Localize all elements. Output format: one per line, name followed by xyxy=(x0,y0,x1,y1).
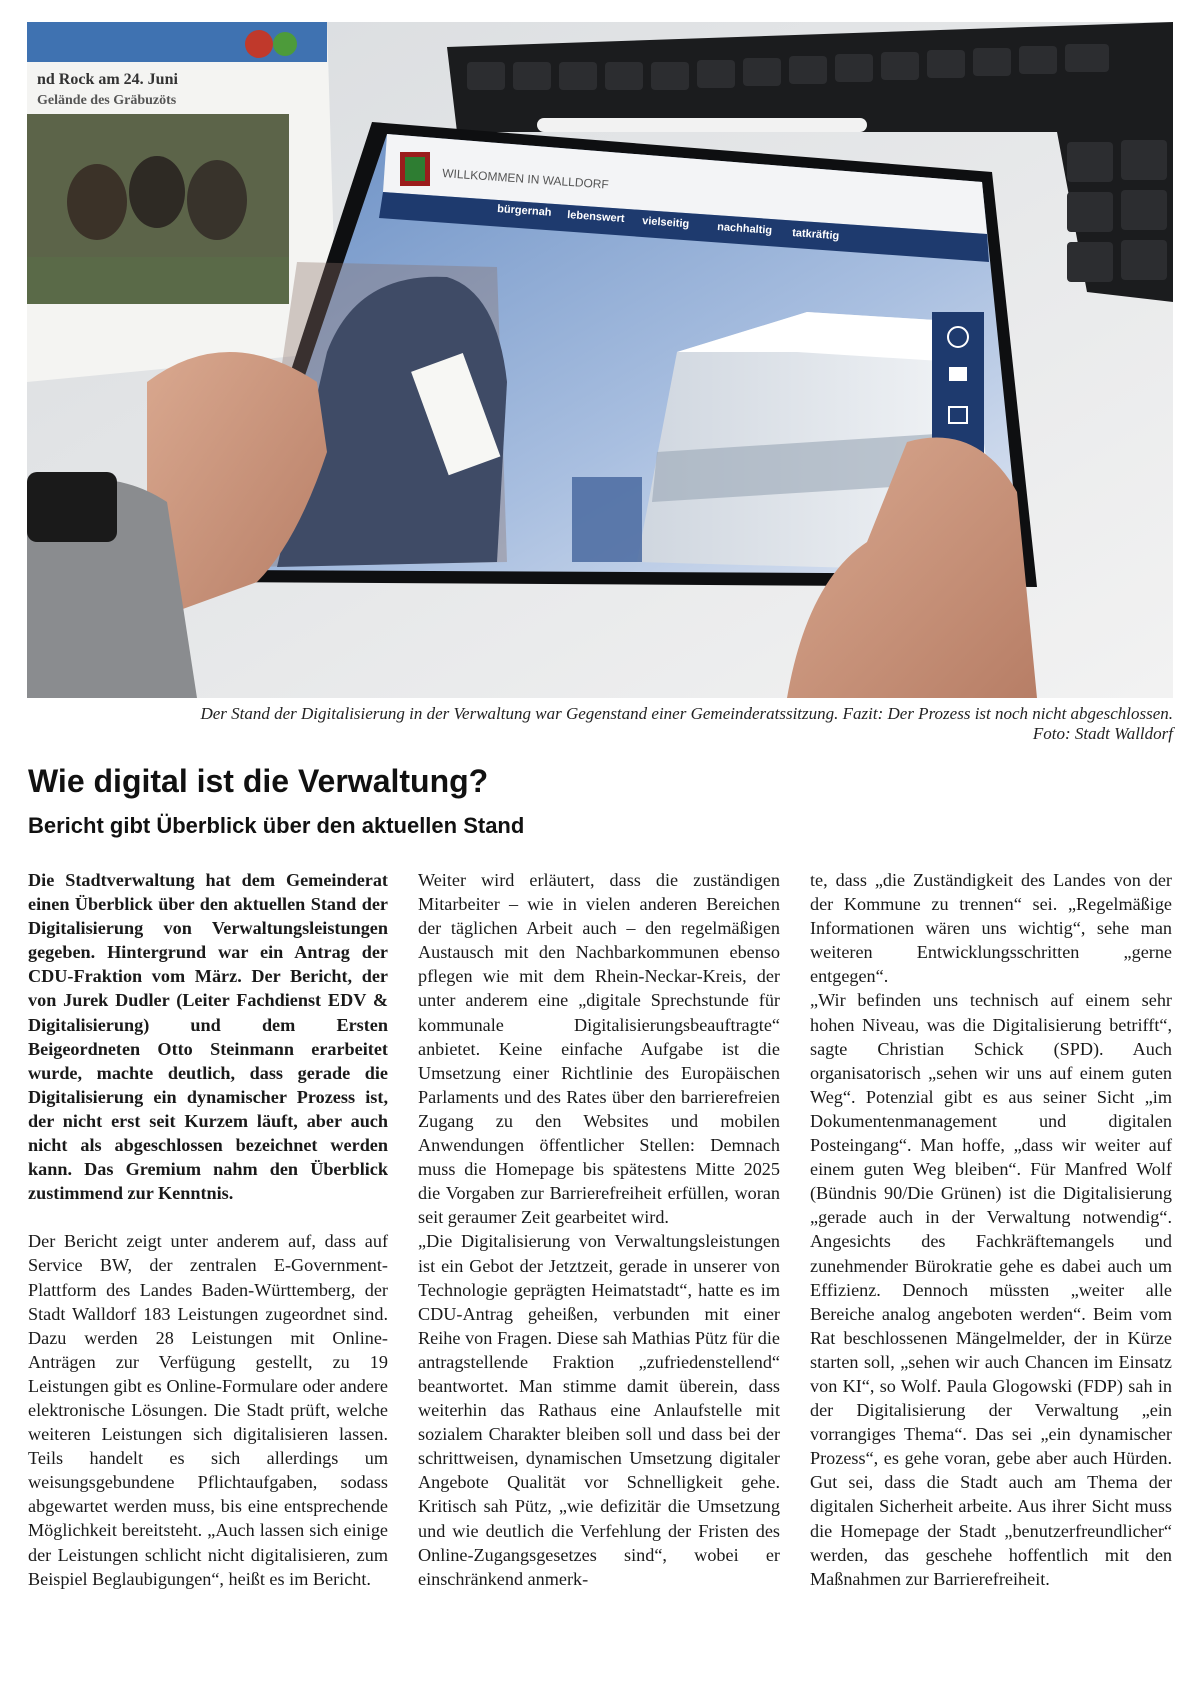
article-paragraph: Der Bericht zeigt unter anderem auf, dass auf Service BW, der zentralen E-Government-Plattform des Landes Baden-Württemberg, der Stadt Walldorf 183 Leistungen zugeordnet sind. Dazu werden 28 Leistungen mit Online-Anträgen zur Verfügung gestellt, zu 19 Leistungen gibt es Online-Formulare oder andere elektronische Lösungen. Die Stadt prüft, welche weiteren Leistungen sich digitalisieren lassen. Teils handelt es sich allerdings um weisungsgebundene Pflichtaufgaben, sodass abgewartet werden muss, bis eine entsprechende Möglichkeit bereitsteht. „Auch lassen sich einige der Leistungen schlicht nicht digitalisieren, zum Beispiel Beglaubigungen“, heißt es im Bericht. xyxy=(28,1231,388,1589)
article-column-3 xyxy=(810,868,1172,1591)
article-paragraph: „Die Digitalisierung von Verwaltungsleistungen ist ein Gebot der Jetztzeit, gerade in unserer von Technologie geprägten Heimatstadt“, hatte es im CDU-Antrag geheißen, verbunden mit einer Reihe von Fragen. Diese sah Mathias Pütz für die antragstellende Fraktion „zufriedenstellend“ beantwortet. Man stimme damit überein, dass weiterhin das Rathaus eine Anlaufstelle mit sozialem Charakter bleiben soll und dass bei der schrittweisen, dynamischen Umsetzung digitaler Angebote Qualität vor Schnelligkeit gehe. Kritisch sah Pütz, „wie defizitär die Umsetzung und wie deutlich die Verfehlung der Fristen des Online-Zugangsgesetzes sind“, wobei er einschränkend anmerk- xyxy=(418,1231,780,1589)
article-subheadline: Bericht gibt Überblick über den aktuellen Stand xyxy=(28,813,525,838)
article-paragraph: „Wir befinden uns technisch auf einem sehr hohen Niveau, was die Digitalisierung betrifft“, sagte Christian Schick (SPD). Auch organisatorisch „sehen wir uns auf einem guten Weg“. Potenzial gibt es aus seiner Sicht „im Dokumentenmanagement und digitalen Posteingang“. Man hoffe, „dass wir weiter auf einem guten Weg bleiben“. Für Manfred Wolf (Bündnis 90/Die Grünen) ist die Digitalisierung „gerade auch in der Verwaltung notwendig“. Angesichts des Fachkräftemangels und zunehmender Bürokratie gehe es dabei auch um Effizienz. Dennoch müssten „weiter alle Bereiche analog angeboten werden“. Beim vom Rat beschlossenen Mängelmelder, der in Kürze starten soll, „sehen wir auch Chancen im Einsatz von KI“, so Wolf. Paula Glogowski (FDP) sah in der Digitalisierung der Verwaltung „ein vorrangiges Thema“. Das sei „ein dynamischer Prozess“, es gehe voran, gebe aber auch Hürden. Gut sei, dass die Stadt auch am Thema der digitalen Sicherheit arbeite. Aus ihrer Sicht muss die Homepage der Stadt „benutzerfreundlicher“ werden, das geschehe hoffentlich mit den Maßnahmen zur Barrierefreiheit. xyxy=(810,990,1172,1589)
newspaper-heading-line2: Gelände des Gräbuzöts xyxy=(37,93,177,108)
tablet-photo-illustration xyxy=(27,22,1173,698)
photo-caption xyxy=(27,704,1173,744)
article-paragraph: Weiter wird erläutert, dass die zuständigen Mitarbeiter – wie in vielen anderen Bereichen der täglichen Arbeit auch – den regelmäßigen Austausch mit den Nachbarkommunen ebenso pflegen wie mit dem Rhein-Neckar-Kreis, der unter anderem eine „digitale Sprechstunde für kommunale Digitalisierungsbeauftragte“ anbietet. Keine einfache Aufgabe ist die Umsetzung einer Richtlinie des Europäischen Parlaments und des Rates über den barrierefreien Zugang zu den Websites und mobilen Anwendungen öffentlicher Stellen: Demnach muss die Homepage bis spätestens Mitte 2025 die Vorgaben zur Barrierefreiheit erfüllen, woran seit geraumer Zeit gearbeitet wird. xyxy=(418,870,780,1228)
tablet-nav-4: nachhaltig xyxy=(716,221,773,237)
newspaper-heading-line1: nd Rock am 24. Juni xyxy=(37,71,178,88)
article-paragraph: te, dass „die Zuständigkeit des Landes von der der Kommune zu trennen“ sei. „Regelmäßige Informationen wären uns wichtig“, sehe man weiteren Entwicklungsschritten „gerne entgegen“. xyxy=(810,870,1172,987)
article-headline: Wie digital ist die Verwaltung? xyxy=(28,763,489,799)
caption-text: Der Stand der Digitalisierung in der Verwaltung war Gegenstand einer Gemeinderatssitzung. Fazit: Der Prozess ist noch nicht abgeschlossen. xyxy=(200,704,1173,723)
tablet-site-title: WILLKOMMEN IN WALLDORF xyxy=(441,166,610,192)
photo-credit: Foto: Stadt Walldorf xyxy=(1032,724,1173,743)
tablet-nav-5: tatkräftig xyxy=(791,227,840,243)
article-column-1 xyxy=(28,868,388,1591)
tablet-nav-1: bürgernah xyxy=(496,203,552,219)
tablet-nav-2: lebenswert xyxy=(566,209,625,226)
article-column-2 xyxy=(418,868,780,1591)
article-photo xyxy=(27,22,1173,698)
article-lead: Die Stadtverwaltung hat dem Gemeinderat einen Überblick über den aktuellen Stand der Digitalisierung von Verwaltungsleistungen gegeben. Hintergrund war ein Antrag der CDU-Fraktion vom März. Der Bericht, der von Jurek Dudler (Leiter Fachdienst EDV & Digitalisierung) und dem Ersten Beigeordneten Otto Steinmann erarbeitet wurde, machte deutlich, dass gerade die Digitalisierung ein dynamischer Prozess ist, der nicht erst seit Kurzem läuft, aber auch nicht als abgeschlossen bezeichnet werden kann. Das Gremium nahm den Überblick zustimmend zur Kenntnis. xyxy=(28,870,388,1204)
tablet-nav-3: vielseitig xyxy=(641,215,690,231)
